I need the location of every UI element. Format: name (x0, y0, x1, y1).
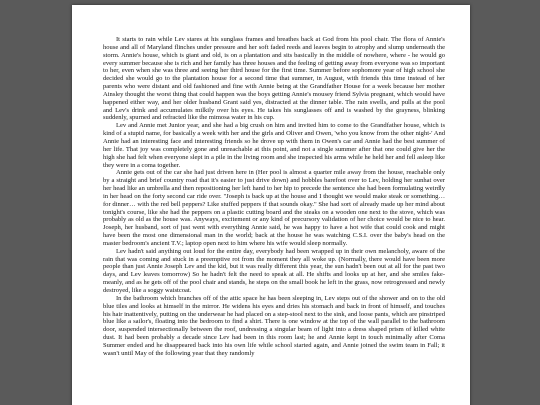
paragraph: It starts to rain while Lev stares at his sunglass frames and breathes back at God from his pool chair. The flora of Annie's house and all of Maryland flinches under pressure and her soft faded reeds and leaves begin to atrophy and slump underneath the storm. Annie's house, which is giant and old, is on a plantation and sits basically in the middle of nowhere, where - he would go every summer because she is rich and her family has three houses and the feeling of getting away from everyone was so important to her, even when she was three and seeing her third house for the first time. Summer before sophomore year of high school she decided she would go to the plantation house for a second time that summer, in August, with friends this time instead of her parents who were distant and old fashioned and fine with Annie being at the Grandfather House for a week because her mother Ainsley thought the worst thing that could happen was the boys getting Annie's mousey friend Sylvia pregnant, which would have happened either way, and her older husband Grant said yes, distracted at the dinner table. The rain swells, and pulls at the pool and Lev's drink and accumulates milkily over his eyes. He takes his sunglasses off and is washed by the grayness, blinking suddenly, spurned and refracted like the mimosa water in his cup. (103, 36, 445, 122)
document-page (72, 5, 470, 405)
document-body (103, 36, 445, 358)
paragraph: Annie gets out of the car she had just driven here in (Her pool is almost a quarter mile away from the house, reachable only by a straight and brief country road that it's easier to just drive down) and hobbles barefoot over to Lev, holding her sunhat over her head like an umbrella and then repositioning her left hand to her hip to precede the sentence she had been formulating weirdly in her head on the forty second car ride over. "Joseph is back up at the house and I thought we would make steak or something… for dinner… with the red bell peppers? Like stuffed peppers if that sounds okay." She had sort of already made up her mind about tonight's course, like she had the peppers on a plastic cutting board and the steaks on a wooden one next to the stove, which was probably as old as the house was. Anyways, excitement or any kind of precursory validation of her choice would be nice to hear. Joseph, her husband, sort of just went with everything Annie said, he was happy to have a hot wife that could cook and might have been the most one dimensional man in the world; back at the house he was watching C.S.I. over the baby's head on the master bedroom's ancient T.V.; laptop open next to him where his wife would sleep normally. (103, 169, 445, 247)
paragraph: Lev and Annie met Junior year, and she had a big crush on him and invited him to come to the Grandfather house, which is kind of a stupid name, for basically a week with her and the girls and Oliver and Owen, 'who you know from the other night-' And Annie had an interesting face and interesting friends so he drove up with them in Owen's car and Annie had the best summer of her life. That joy was completely gone and unreachable at this point, and not a single summer after that one could give her the high she had felt when everyone slept in a pile in the living room and she inspected his arms while he held her and fell asleep like they were in a coma together. (103, 122, 445, 169)
paragraph: In the bathroom which branches off of the attic space he has been sleeping in, Lev steps out of the shower and on to the old blue tiles and looks at himself in the mirror. He widens his eyes and dries his stomach and back in front of himself, and touches his hair inattentively, putting on the underwear he had placed on a step-stool next to the sink, and loose pants, which are pinstriped blue like a sailor's, floating into the bedroom to find a shirt. There is one window at the top of the wall parallel to the bathroom door, suspended intersectionally between the roof, undressing a singular beam of light into a dress shaped prism of killed white dust. It had been probably a decade since Lev had been in this room last; he and Annie kept in touch minimally after Coma Summer ended and he disappeared back into his own life while school started again, and Annie joined the swim team in Fall; it wasn't until May of the following year that they randomly (103, 294, 445, 357)
paragraph: Lev hadn't said anything out loud for the entire day, everybody had been wrapped up in their own melancholy, aware of the rain that was coming and stuck in a preemptive rot from the moment they all woke up. (Normally, there would have been more people than just Annie Joseph Lev and the kid, but it was really different this year, the sun hadn't been out at all for the past two days, and Lev leaves tomorrow) So he hadn't felt the need to speak at all. He shifts and looks up at her, and she smiles fake-meanly, and as he gets off of the pool chair and stands, he steps on the small book he left in the grass, now retrogressed and newly destroyed, like a soggy waistcoat. (103, 247, 445, 294)
